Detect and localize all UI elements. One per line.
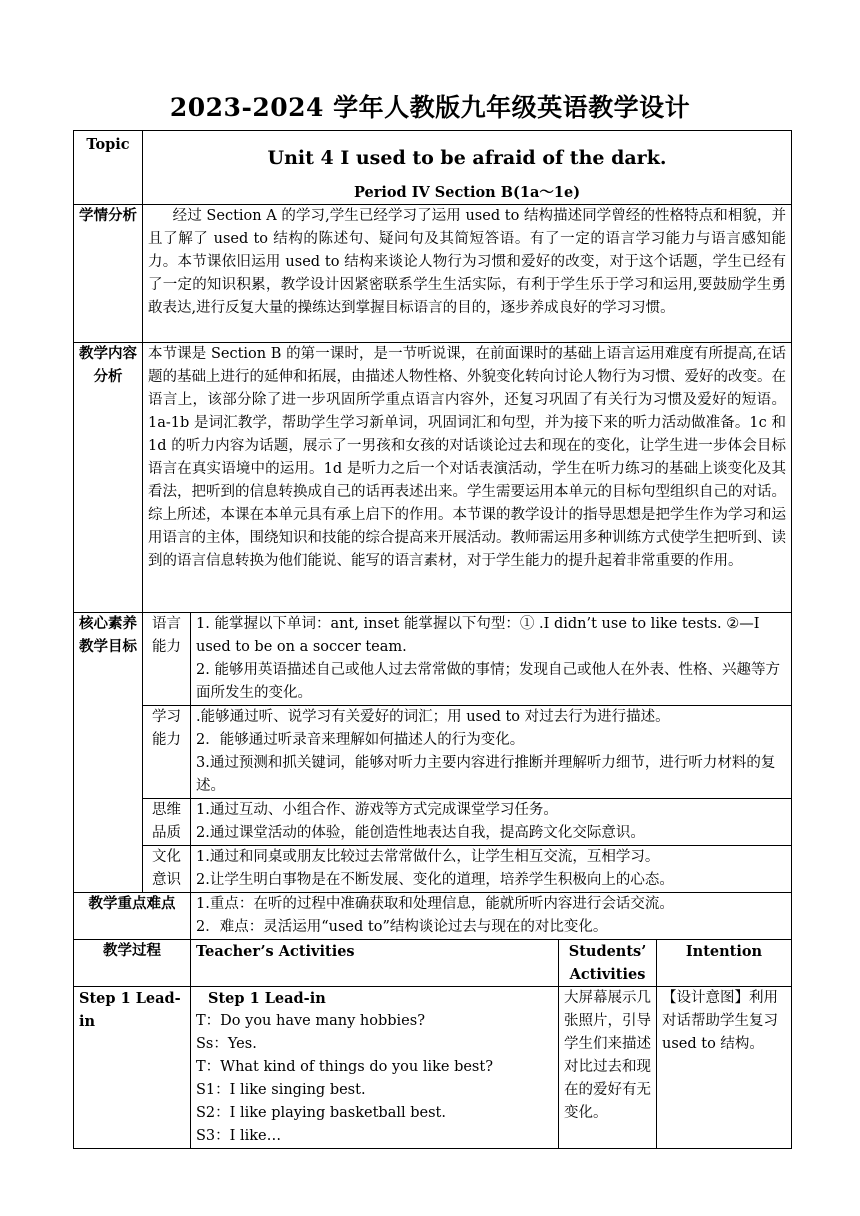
objective-text-culture (191, 846, 792, 893)
key-points-text (191, 893, 792, 940)
dialogue-line: S2：I like playing basketball best. (196, 1105, 446, 1121)
step1-label: Step 1 Lead-in (74, 987, 191, 1149)
period-label: Period IV Section B(1a～1e) (353, 184, 581, 201)
dialogue-line: S1：I like singing best. (196, 1082, 366, 1098)
objective-line: 1.通过和同桌或朋友比较过去常常做什么，让学生相互交流，互相学习。 (196, 849, 660, 865)
key-point-line: 1.重点：在听的过程中准确获取和处理信息，能就所听内容进行会话交流。 (196, 896, 674, 912)
topic-label: Topic (74, 131, 143, 205)
step1-title: Step 1 Lead-in (208, 990, 326, 1007)
objective-line: 2.让学生明白事物是在不断发展、变化的道理，培养学生积极向上的心态。 (196, 872, 674, 888)
objective-line: 2. 能够用英语描述自己或他人过去常常做的事情；发现自己或他人在外表、性格、兴趣等方面所发生的变化。 (196, 662, 780, 701)
objective-label-language: 语言能力 (143, 613, 191, 706)
objective-row-culture (74, 846, 792, 893)
dialogue-line: T：What kind of things do you like best? (196, 1059, 493, 1075)
student-analysis-text: 经过 Section A 的学习,学生已经学习了运用 used to 结构描述同学曾经的性格特点和相貌，并且了解了 used to 结构的陈述句、疑问句及其简短答语。有了一定的语言学习能力与语言感知能力。本节课依旧运用 used to 结构来谈论人物行为习惯和爱好的改变，对于这个话题，学生已经有了一定的知识积累，教学设计因紧密联系学生生活实际，有利于学生乐于学习和运用,要鼓励学生勇敢表达,进行反复大量的操练达到掌握目标语言的目的，逐步养成良好的学习习惯。 (143, 205, 792, 343)
objective-row-language (74, 613, 792, 706)
topic-content (143, 131, 792, 205)
teacher-activities-header: Teacher’s Activities (191, 940, 559, 987)
step1-teacher-activities (191, 987, 559, 1149)
objective-line: 2．能够通过听录音来理解如何描述人的行为变化。 (196, 732, 525, 748)
topic-row (74, 131, 792, 205)
objective-line: .能够通过听、说学习有关爱好的词汇；用 used to 对过去行为进行描述。 (196, 709, 670, 725)
process-header-row (74, 940, 792, 987)
objective-line: 1. 能掌握以下单词：ant, inset 能掌握以下句型：① .I didn’t use to like tests. ②—I used to be on a soccer team. (196, 616, 760, 655)
content-analysis-text: 本节课是 Section B 的第一课时，是一节听说课，在前面课时的基础上语言运用难度有所提高,在话题的基础上进行的延伸和拓展，由描述人物性格、外貌变化转向讨论人物行为习惯、爱好的改变。在语言上，该部分除了进一步巩固所学重点语言内容外，还复习巩固了有关行为习惯及爱好的短语。1a-1b 是词汇教学，帮助学生学习新单词，巩固词汇和句型，并为接下来的听力活动做准备。1c 和 1d 的听力内容为话题，展示了一男孩和女孩的对话谈论过去和现在的变化，让学生进一步体会目标语言在真实语境中的运用。1d 是听力之后一个对话表演活动，学生在听力练习的基础上谈变化及其看法，把听到的信息转换成自己的话再表述出来。学生需要运用本单元的目标句型组织自己的对话。综上所述，本课在本单元具有承上启下的作用。本节课的教学设计的指导思想是把学生作为学习和运用语言的主体，围绕知识和技能的综合提高来开展活动。教师需运用多种训练方式使学生把听到、读到的语言信息转换为他们能说、能写的语言素材，对于学生能力的提升起着非常重要的作用。 (143, 343, 792, 613)
key-points-label: 教学重点难点 (74, 893, 191, 940)
step1-row (74, 987, 792, 1149)
objective-line: 3.通过预测和抓关键词，能够对听力主要内容进行推断并理解听力细节，进行听力材料的复述。 (196, 755, 776, 794)
objective-label-thinking: 思维品质 (143, 799, 191, 846)
objective-label-culture: 文化意识 (143, 846, 191, 893)
process-label: 教学过程 (74, 940, 191, 987)
objective-text-language (191, 613, 792, 706)
student-analysis-row (74, 205, 792, 343)
dialogue-line: Ss：Yes. (196, 1036, 257, 1052)
step1-students-activities: 大屏幕展示几张照片，引导学生们来描述对比过去和现在的爱好有无变化。 (559, 987, 657, 1149)
key-points-row (74, 893, 792, 940)
key-point-line: 2．难点：灵活运用“used to”结构谈论过去与现在的对比变化。 (196, 919, 608, 935)
dialogue-line: S3：I like… (196, 1128, 282, 1144)
objective-label-learning: 学习能力 (143, 706, 191, 799)
content-analysis-label: 教学内容分析 (74, 343, 143, 613)
student-analysis-label: 学情分析 (74, 205, 143, 343)
step1-intention: 【设计意图】利用对话帮助学生复习 used to 结构。 (657, 987, 792, 1149)
page-title: 2023-2024 学年人教版九年级英语教学设计 (169, 93, 691, 122)
objective-text-thinking (191, 799, 792, 846)
objective-row-thinking (74, 799, 792, 846)
lesson-plan-table (73, 130, 792, 1149)
unit-title: Unit 4 I used to be afraid of the dark. (267, 147, 667, 169)
content-analysis-row (74, 343, 792, 613)
students-activities-header: Students’ Activities (559, 940, 657, 987)
objective-line: 1.通过互动、小组合作、游戏等方式完成课堂学习任务。 (196, 802, 558, 818)
dialogue-line: T：Do you have many hobbies? (196, 1013, 425, 1029)
objective-line: 2.通过课堂活动的体验，能创造性地表达自我，提高跨文化交际意识。 (196, 825, 645, 841)
intention-header: Intention (657, 940, 792, 987)
objective-text-learning (191, 706, 792, 799)
core-objectives-label: 核心素养教学目标 (74, 613, 143, 893)
objective-row-learning (74, 706, 792, 799)
